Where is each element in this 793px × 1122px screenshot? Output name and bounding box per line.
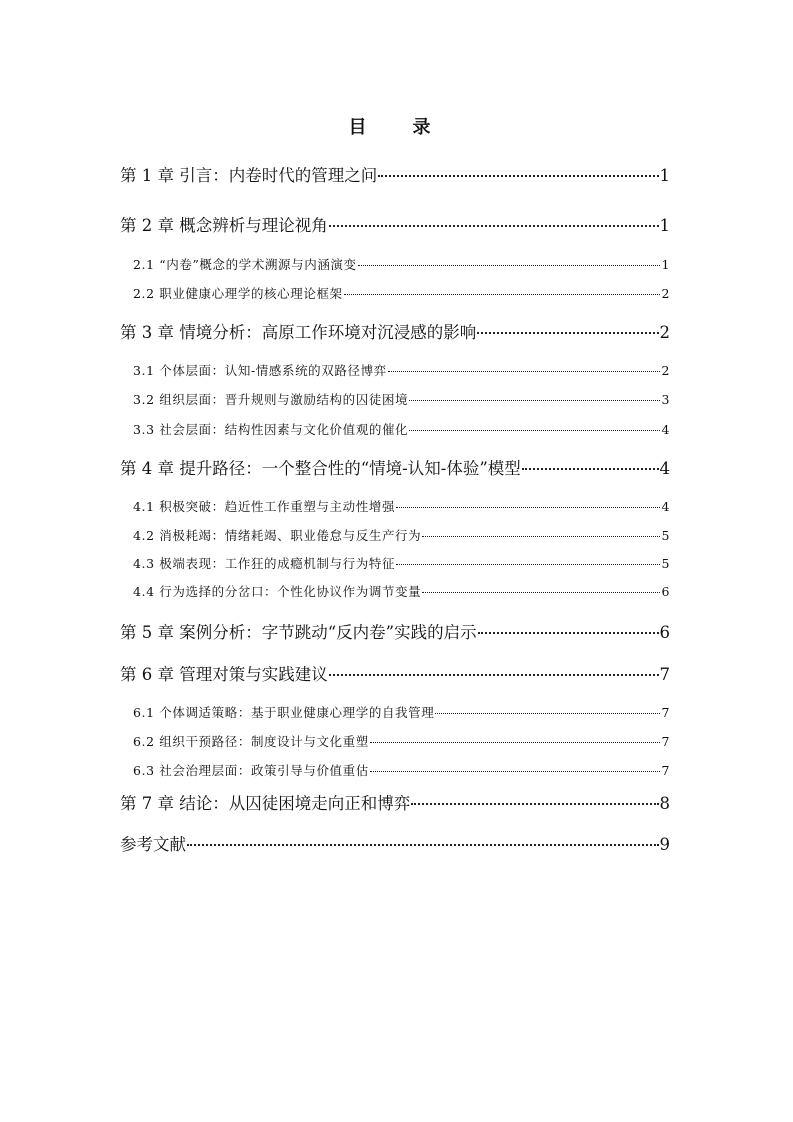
dot-leader [187, 844, 659, 846]
toc-entry[interactable] [133, 582, 670, 600]
toc-entry[interactable] [133, 361, 670, 379]
toc-entry[interactable] [120, 619, 670, 643]
dot-leader [422, 536, 660, 537]
dot-leader [358, 265, 661, 266]
toc-entry-label: 6.2 组织干预路径：制度设计与文化重塑 [133, 734, 369, 749]
toc-entry[interactable] [133, 526, 670, 544]
toc-entry[interactable] [133, 420, 670, 438]
toc-entry[interactable] [133, 284, 670, 302]
toc-entry-label: 3.3 社会层面：结构性因素与文化价值观的催化 [133, 422, 409, 437]
dot-leader [409, 430, 660, 431]
toc-entry[interactable] [120, 790, 670, 814]
toc-page-number: 1 [659, 166, 670, 185]
dot-leader [478, 632, 659, 634]
toc-entry-label: 第 6 章 管理对策与实践建议 [120, 665, 328, 684]
toc-entry-label: 3.1 个体层面：认知-情感系统的双路径博弈 [133, 363, 387, 378]
toc-entry[interactable] [133, 761, 670, 779]
dot-leader [409, 400, 660, 401]
toc-page-number: 2 [661, 363, 670, 378]
toc-entry[interactable] [120, 455, 670, 479]
toc-entry[interactable] [133, 732, 670, 750]
toc-entry[interactable] [133, 497, 670, 515]
toc-page-number: 3 [661, 392, 670, 407]
dot-leader [378, 175, 658, 177]
toc-entry-label: 第 2 章 概念辨析与理论视角 [120, 216, 328, 235]
dot-leader [435, 713, 660, 714]
dot-leader [522, 468, 659, 470]
toc-page-number: 7 [661, 705, 670, 720]
dot-leader [396, 507, 660, 508]
dot-leader [422, 592, 660, 593]
dot-leader [411, 803, 658, 805]
dot-leader [370, 771, 661, 772]
toc-entry[interactable] [120, 831, 670, 855]
toc-page-number: 2 [661, 286, 670, 301]
dot-leader [344, 294, 661, 295]
toc-page-number: 5 [661, 556, 670, 571]
toc-entry-label: 4.4 行为选择的分岔口：个性化协议作为调节变量 [133, 584, 422, 599]
toc-entry[interactable] [120, 319, 670, 343]
toc-entry-label: 4.2 消极耗竭：情绪耗竭、职业倦怠与反生产行为 [133, 528, 422, 543]
toc-entry-label: 第 3 章 情境分析：高原工作环境对沉浸感的影响 [120, 323, 477, 342]
toc-page-number: 1 [659, 216, 670, 235]
toc-entry-label: 第 1 章 引言：内卷时代的管理之问 [120, 166, 378, 185]
toc-page-number: 4 [661, 499, 670, 514]
dot-leader [329, 225, 659, 227]
dot-leader [477, 332, 658, 334]
toc-page-number: 7 [659, 665, 670, 684]
toc-entry-label: 参考文献 [120, 835, 186, 854]
toc-entry[interactable] [133, 390, 670, 408]
toc-page-number: 2 [659, 323, 670, 342]
toc-entry-label: 第 5 章 案例分析：字节跳动“反内卷”实践的启示 [120, 623, 477, 642]
toc-entry[interactable] [133, 554, 670, 572]
toc-entry-label: 4.3 极端表现：工作狂的成瘾机制与行为特征 [133, 556, 396, 571]
toc-entry[interactable] [133, 703, 670, 721]
toc-entry-label: 4.1 积极突破：趋近性工作重塑与主动性增强 [133, 499, 396, 514]
toc-entry-label: 3.2 组织层面：晋升规则与激励结构的囚徒困境 [133, 392, 409, 407]
dot-leader [370, 742, 661, 743]
toc-page-number: 9 [659, 835, 670, 854]
toc-entry-label: 第 7 章 结论：从囚徒困境走向正和博弈 [120, 794, 411, 813]
toc-entry-label: 6.3 社会治理层面：政策引导与价值重估 [133, 763, 369, 778]
toc-title: 目 录 [348, 117, 445, 138]
dot-leader [329, 674, 659, 676]
toc-page-number: 6 [659, 623, 670, 642]
dot-leader [388, 371, 661, 372]
toc-entry[interactable] [120, 212, 670, 236]
toc-entry-label: 2.2 职业健康心理学的核心理论框架 [133, 286, 343, 301]
toc-entry-label: 第 4 章 提升路径：一个整合性的“情境-认知-体验”模型 [120, 459, 521, 478]
toc-entry[interactable] [120, 162, 670, 186]
toc-page-number: 4 [659, 459, 670, 478]
toc-page-number: 5 [661, 528, 670, 543]
toc-entry-label: 6.1 个体调适策略：基于职业健康心理学的自我管理 [133, 705, 435, 720]
toc-entry-label: 2.1 “内卷”概念的学术溯源与内涵演变 [133, 257, 357, 272]
toc-page-number: 8 [659, 794, 670, 813]
toc-page-number: 7 [661, 763, 670, 778]
toc-page-number: 6 [661, 584, 670, 599]
dot-leader [396, 564, 660, 565]
toc-page-number: 1 [661, 257, 670, 272]
toc-page-number: 7 [661, 734, 670, 749]
toc-entry[interactable] [133, 255, 670, 273]
toc-page-number: 4 [661, 422, 670, 437]
toc-entry[interactable] [120, 661, 670, 685]
